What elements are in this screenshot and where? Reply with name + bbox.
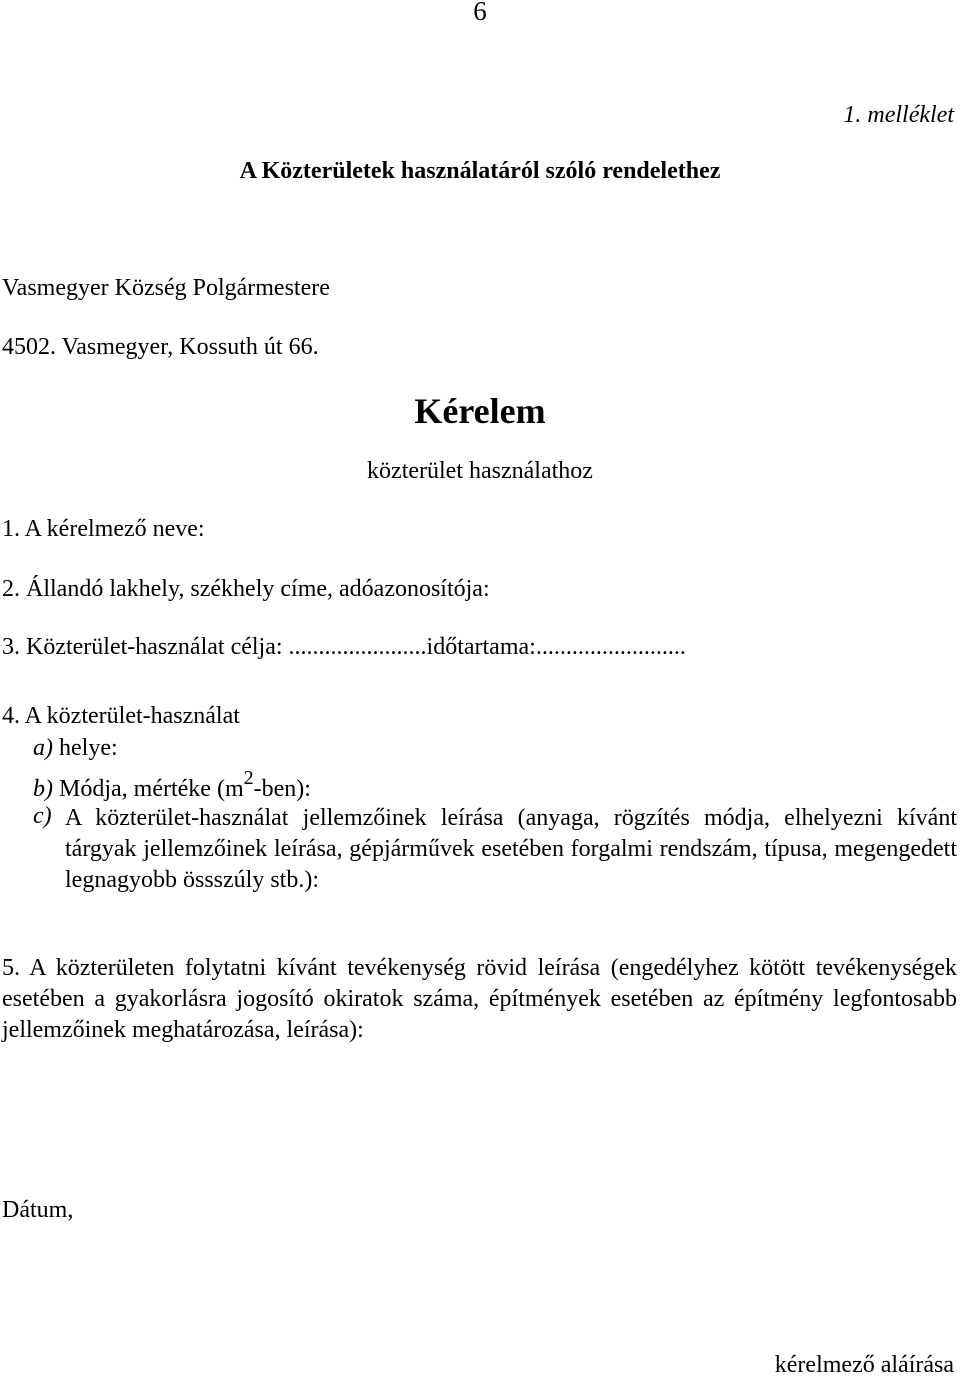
recipient-name: Vasmegyer Község Polgármestere — [2, 275, 330, 301]
subitem-method-extent — [33, 767, 311, 803]
subitem-b-marker: b) — [33, 776, 53, 802]
field-usage-header: 4. A közterület-használat — [2, 703, 240, 729]
subitem-c-marker: c) — [33, 803, 52, 829]
page-number: 6 — [473, 0, 487, 26]
subitem-a-text: helye: — [53, 735, 118, 761]
item-5-activity-description: 5. A közterületen folytatni kívánt tevékenység rövid leírása (engedélyhez kötött tevékenységek esetében a gyakorlásra jogosító okiratok száma, építmények esetében az építmény legfontosabb jellemzőinek meghatározása, leírása): — [2, 955, 957, 1043]
subitem-c-text: A közterület-használat jellemzőinek leírása (anyaga, rögzítés módja, elhelyezni kívánt tárgyak jellemzőinek leírása, gépjárművek esetében forgalmi rendszám, típusa, megengedett legnagyobb össszúly stb.): — [65, 805, 957, 893]
field-address-taxid: 2. Állandó lakhely, székhely címe, adóazonosítója: — [2, 576, 490, 602]
regulation-title: A Közterületek használatáról szóló rendelethez — [239, 158, 721, 184]
recipient-address: 4502. Vasmegyer, Kossuth út 66. — [2, 334, 319, 360]
annex-label: 1. melléklet — [843, 102, 954, 128]
document-heading: Kérelem — [414, 391, 546, 431]
field-applicant-name: 1. A kérelmező neve: — [2, 516, 205, 542]
signature-label: kérelmező aláírása — [774, 1352, 954, 1378]
subitem-a-marker: a) — [33, 735, 53, 761]
subitem-location — [33, 735, 118, 762]
field-purpose-duration: 3. Közterület-használat célja: .......................időtartama:......................... — [2, 634, 686, 660]
date-label: Dátum, — [2, 1197, 74, 1223]
subitem-b-superscript: 2 — [243, 767, 254, 789]
subitem-characteristics — [33, 803, 957, 896]
subitem-b-text-end: -ben): — [253, 776, 311, 802]
subitem-b-text: Módja, mértéke (m — [53, 776, 244, 802]
document-subheading: közterület használathoz — [367, 458, 593, 484]
